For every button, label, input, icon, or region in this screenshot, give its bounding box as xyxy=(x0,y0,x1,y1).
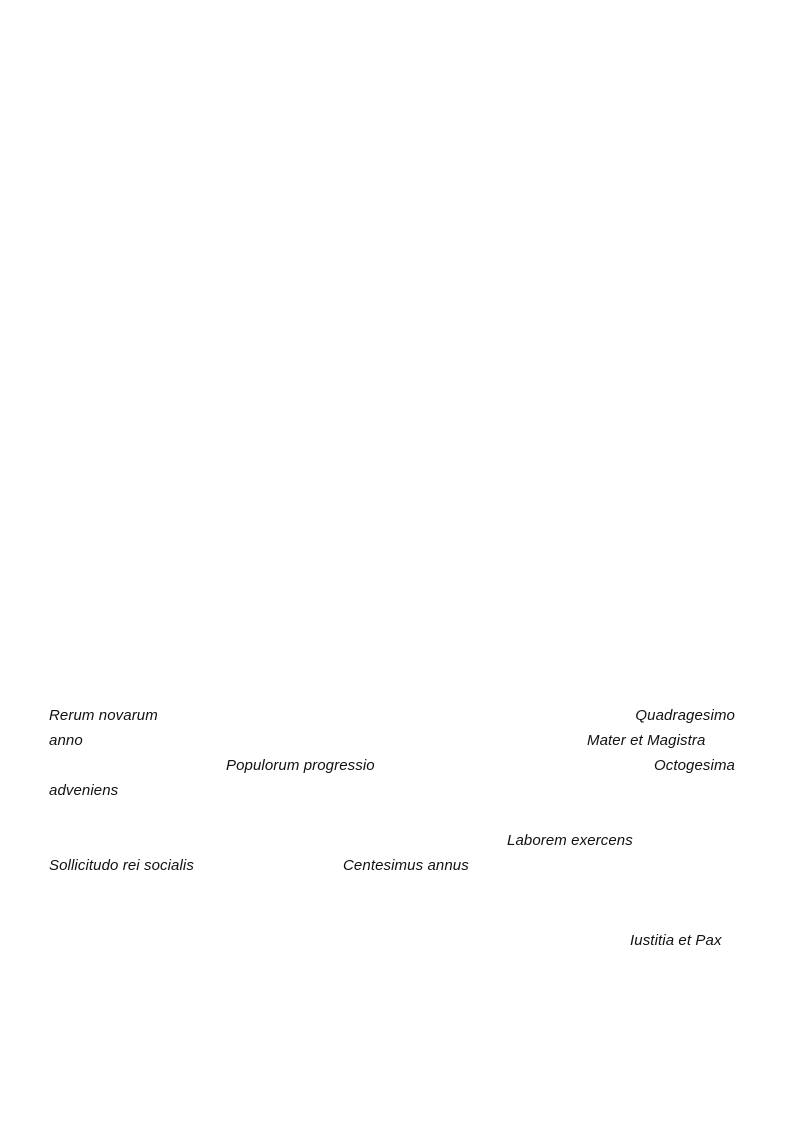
fragment-quadragesimo: Quadragesimo xyxy=(635,707,735,724)
fragment-octogesima: Octogesima xyxy=(653,757,735,774)
fragment-anno: anno xyxy=(49,732,83,749)
fragment-adveniens: adveniens xyxy=(49,782,119,799)
fragment-populorum-progressio: Populorum progressio xyxy=(226,757,375,774)
fragment-iustitia-et-pax: Iustitia et Pax xyxy=(630,932,722,949)
fragment-laborem-exercens: Laborem exercens xyxy=(507,832,633,849)
fragment-centesimus-annus: Centesimus annus xyxy=(343,857,469,874)
fragment-sollicitudo-rei-socialis: Sollicitudo rei socialis xyxy=(49,857,194,874)
fragment-mater-et-magistra: Mater et Magistra xyxy=(587,732,706,749)
fragment-rerum-novarum: Rerum novarum xyxy=(49,707,158,724)
